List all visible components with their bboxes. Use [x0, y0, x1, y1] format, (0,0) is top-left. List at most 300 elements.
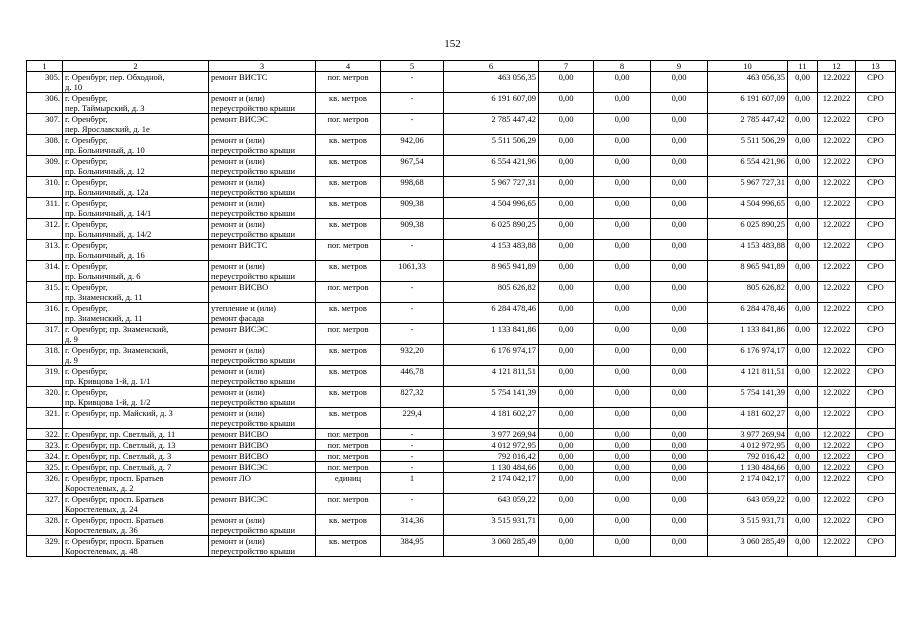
row-number-cell: 309. [27, 156, 63, 177]
quantity-cell: - [381, 440, 444, 451]
work-type-cell: ремонт ВИСТС [209, 72, 316, 93]
completion-date-cell: 12.2022 [818, 282, 856, 303]
fund-federal-cell: 0,00 [539, 72, 594, 93]
completion-date-cell: 12.2022 [818, 219, 856, 240]
cost-total-cell: 463 056,35 [444, 72, 539, 93]
table-row [27, 72, 896, 93]
fund-local-cell: 0,00 [651, 93, 708, 114]
table-row [27, 345, 896, 366]
unit-cell: кв. метров [316, 536, 381, 557]
funding-method-cell: СРО [856, 451, 896, 462]
fund-owners-cell: 5 754 141,39 [708, 387, 788, 408]
fund-owners-cell: 1 130 484,66 [708, 462, 788, 473]
funding-method-cell: СРО [856, 93, 896, 114]
completion-date-cell: 12.2022 [818, 135, 856, 156]
fund-owners-cell: 6 554 421,96 [708, 156, 788, 177]
fund-owners-cell: 8 965 941,89 [708, 261, 788, 282]
fund-local-cell: 0,00 [651, 282, 708, 303]
fund-other-cell: 0,00 [788, 156, 818, 177]
fund-local-cell: 0,00 [651, 473, 708, 494]
address-cell: г. Оренбург, пр. Больничный, д. 10 [63, 135, 209, 156]
fund-owners-cell: 4 153 483,88 [708, 240, 788, 261]
fund-local-cell: 0,00 [651, 114, 708, 135]
cost-total-cell: 6 284 478,46 [444, 303, 539, 324]
row-number-cell: 329. [27, 536, 63, 557]
work-type-cell: ремонт ВИСВО [209, 282, 316, 303]
completion-date-cell: 12.2022 [818, 156, 856, 177]
funding-method-cell: СРО [856, 494, 896, 515]
fund-owners-cell: 463 056,35 [708, 72, 788, 93]
fund-regional-cell: 0,00 [594, 536, 651, 557]
fund-owners-cell: 4 121 811,51 [708, 366, 788, 387]
cost-total-cell: 805 626,82 [444, 282, 539, 303]
fund-regional-cell: 0,00 [594, 93, 651, 114]
address-cell: г. Оренбург, пер. Ярославский, д. 1е [63, 114, 209, 135]
funding-method-cell: СРО [856, 462, 896, 473]
cost-total-cell: 6 025 890,25 [444, 219, 539, 240]
fund-local-cell: 0,00 [651, 177, 708, 198]
funding-method-cell: СРО [856, 345, 896, 366]
fund-other-cell: 0,00 [788, 451, 818, 462]
funding-method-cell: СРО [856, 261, 896, 282]
quantity-cell: - [381, 462, 444, 473]
table-row [27, 240, 896, 261]
address-cell: г. Оренбург, пер. Обходной, д. 10 [63, 72, 209, 93]
completion-date-cell: 12.2022 [818, 536, 856, 557]
table-row [27, 462, 896, 473]
fund-local-cell: 0,00 [651, 198, 708, 219]
completion-date-cell: 12.2022 [818, 366, 856, 387]
fund-owners-cell: 6 025 890,25 [708, 219, 788, 240]
fund-federal-cell: 0,00 [539, 440, 594, 451]
quantity-cell: - [381, 494, 444, 515]
quantity-cell: - [381, 451, 444, 462]
cost-total-cell: 1 133 841,86 [444, 324, 539, 345]
row-number-cell: 308. [27, 135, 63, 156]
page-number: 152 [444, 38, 461, 50]
work-type-cell: ремонт и (или) переустройство крыши [209, 366, 316, 387]
quantity-cell: - [381, 240, 444, 261]
fund-federal-cell: 0,00 [539, 536, 594, 557]
fund-regional-cell: 0,00 [594, 114, 651, 135]
fund-other-cell: 0,00 [788, 240, 818, 261]
funding-method-cell: СРО [856, 219, 896, 240]
address-cell: г. Оренбург, пр. Больничный, д. 16 [63, 240, 209, 261]
address-cell: г. Оренбург, пр. Знаменский, д. 9 [63, 324, 209, 345]
fund-federal-cell: 0,00 [539, 366, 594, 387]
fund-regional-cell: 0,00 [594, 429, 651, 440]
work-type-cell: ремонт ВИСВО [209, 451, 316, 462]
fund-other-cell: 0,00 [788, 114, 818, 135]
fund-owners-cell: 5 967 727,31 [708, 177, 788, 198]
address-cell: г. Оренбург, просп. Братьев Коростелевых, д. 24 [63, 494, 209, 515]
fund-owners-cell: 1 133 841,86 [708, 324, 788, 345]
fund-owners-cell: 6 284 478,46 [708, 303, 788, 324]
row-number-cell: 326. [27, 473, 63, 494]
fund-owners-cell: 805 626,82 [708, 282, 788, 303]
row-number-cell: 312. [27, 219, 63, 240]
work-type-cell: ремонт ВИСЭС [209, 324, 316, 345]
cost-total-cell: 4 504 996,65 [444, 198, 539, 219]
fund-owners-cell: 6 191 607,09 [708, 93, 788, 114]
quantity-cell: - [381, 72, 444, 93]
fund-other-cell: 0,00 [788, 345, 818, 366]
address-cell: г. Оренбург, пр. Кривцова 1-й, д. 1/1 [63, 366, 209, 387]
fund-regional-cell: 0,00 [594, 198, 651, 219]
fund-federal-cell: 0,00 [539, 387, 594, 408]
fund-regional-cell: 0,00 [594, 440, 651, 451]
fund-owners-cell: 4 181 602,27 [708, 408, 788, 429]
column-number: 13 [856, 61, 896, 72]
fund-regional-cell: 0,00 [594, 72, 651, 93]
quantity-cell: - [381, 429, 444, 440]
quantity-cell: - [381, 282, 444, 303]
fund-regional-cell: 0,00 [594, 451, 651, 462]
fund-federal-cell: 0,00 [539, 408, 594, 429]
fund-other-cell: 0,00 [788, 440, 818, 451]
fund-local-cell: 0,00 [651, 429, 708, 440]
work-type-cell: утепление и (или) ремонт фасада [209, 303, 316, 324]
fund-owners-cell: 3 060 285,49 [708, 536, 788, 557]
fund-other-cell: 0,00 [788, 515, 818, 536]
funding-method-cell: СРО [856, 536, 896, 557]
funding-method-cell: СРО [856, 515, 896, 536]
fund-local-cell: 0,00 [651, 240, 708, 261]
work-type-cell: ремонт и (или) переустройство крыши [209, 387, 316, 408]
fund-other-cell: 0,00 [788, 473, 818, 494]
fund-federal-cell: 0,00 [539, 324, 594, 345]
fund-regional-cell: 0,00 [594, 135, 651, 156]
fund-other-cell: 0,00 [788, 261, 818, 282]
completion-date-cell: 12.2022 [818, 440, 856, 451]
completion-date-cell: 12.2022 [818, 303, 856, 324]
cost-total-cell: 643 059,22 [444, 494, 539, 515]
fund-owners-cell: 643 059,22 [708, 494, 788, 515]
fund-federal-cell: 0,00 [539, 345, 594, 366]
unit-cell: кв. метров [316, 261, 381, 282]
fund-owners-cell: 3 515 931,71 [708, 515, 788, 536]
work-type-cell: ремонт ВИСВО [209, 440, 316, 451]
fund-local-cell: 0,00 [651, 366, 708, 387]
address-cell: г. Оренбург, пр. Светлый, д. 13 [63, 440, 209, 451]
unit-cell: пог. метров [316, 282, 381, 303]
table-row [27, 324, 896, 345]
fund-other-cell: 0,00 [788, 462, 818, 473]
cost-total-cell: 6 191 607,09 [444, 93, 539, 114]
fund-other-cell: 0,00 [788, 324, 818, 345]
fund-federal-cell: 0,00 [539, 462, 594, 473]
cost-total-cell: 8 965 941,89 [444, 261, 539, 282]
unit-cell: пог. метров [316, 72, 381, 93]
work-type-cell: ремонт и (или) переустройство крыши [209, 177, 316, 198]
fund-owners-cell: 3 977 269,94 [708, 429, 788, 440]
table-row [27, 114, 896, 135]
table-row [27, 219, 896, 240]
address-cell: г. Оренбург, пр. Светлый, д. 11 [63, 429, 209, 440]
fund-local-cell: 0,00 [651, 156, 708, 177]
funding-method-cell: СРО [856, 473, 896, 494]
cost-total-cell: 5 511 506,29 [444, 135, 539, 156]
unit-cell: кв. метров [316, 177, 381, 198]
row-number-cell: 305. [27, 72, 63, 93]
quantity-cell: - [381, 303, 444, 324]
address-cell: г. Оренбург, пр. Больничный, д. 14/1 [63, 198, 209, 219]
fund-other-cell: 0,00 [788, 387, 818, 408]
quantity-cell: 967,54 [381, 156, 444, 177]
fund-local-cell: 0,00 [651, 387, 708, 408]
fund-regional-cell: 0,00 [594, 408, 651, 429]
address-cell: г. Оренбург, пр. Больничный, д. 14/2 [63, 219, 209, 240]
unit-cell: пог. метров [316, 114, 381, 135]
work-type-cell: ремонт ВИСЭС [209, 114, 316, 135]
funding-method-cell: СРО [856, 198, 896, 219]
row-number-cell: 314. [27, 261, 63, 282]
row-number-cell: 323. [27, 440, 63, 451]
unit-cell: пог. метров [316, 494, 381, 515]
quantity-cell: 1 [381, 473, 444, 494]
fund-federal-cell: 0,00 [539, 429, 594, 440]
unit-cell: кв. метров [316, 366, 381, 387]
completion-date-cell: 12.2022 [818, 93, 856, 114]
fund-regional-cell: 0,00 [594, 473, 651, 494]
row-number-cell: 307. [27, 114, 63, 135]
table-row [27, 408, 896, 429]
completion-date-cell: 12.2022 [818, 324, 856, 345]
row-number-cell: 320. [27, 387, 63, 408]
fund-owners-cell: 5 511 506,29 [708, 135, 788, 156]
completion-date-cell: 12.2022 [818, 240, 856, 261]
fund-regional-cell: 0,00 [594, 366, 651, 387]
fund-regional-cell: 0,00 [594, 303, 651, 324]
unit-cell: кв. метров [316, 387, 381, 408]
funding-method-cell: СРО [856, 177, 896, 198]
fund-federal-cell: 0,00 [539, 494, 594, 515]
fund-federal-cell: 0,00 [539, 282, 594, 303]
completion-date-cell: 12.2022 [818, 387, 856, 408]
fund-local-cell: 0,00 [651, 72, 708, 93]
row-number-cell: 321. [27, 408, 63, 429]
unit-cell: пог. метров [316, 462, 381, 473]
funding-method-cell: СРО [856, 324, 896, 345]
fund-other-cell: 0,00 [788, 408, 818, 429]
fund-local-cell: 0,00 [651, 345, 708, 366]
table-row [27, 282, 896, 303]
column-number: 8 [594, 61, 651, 72]
unit-cell: кв. метров [316, 408, 381, 429]
fund-regional-cell: 0,00 [594, 240, 651, 261]
column-number: 9 [651, 61, 708, 72]
fund-regional-cell: 0,00 [594, 462, 651, 473]
cost-total-cell: 4 181 602,27 [444, 408, 539, 429]
unit-cell: кв. метров [316, 303, 381, 324]
funding-method-cell: СРО [856, 440, 896, 451]
completion-date-cell: 12.2022 [818, 114, 856, 135]
work-type-cell: ремонт и (или) переустройство крыши [209, 261, 316, 282]
fund-other-cell: 0,00 [788, 303, 818, 324]
fund-federal-cell: 0,00 [539, 219, 594, 240]
address-cell: г. Оренбург, пр. Кривцова 1-й, д. 1/2 [63, 387, 209, 408]
address-cell: г. Оренбург, пр. Знаменский, д. 11 [63, 303, 209, 324]
table-row [27, 177, 896, 198]
fund-federal-cell: 0,00 [539, 114, 594, 135]
row-number-cell: 317. [27, 324, 63, 345]
completion-date-cell: 12.2022 [818, 345, 856, 366]
quantity-cell: 229,4 [381, 408, 444, 429]
unit-cell: пог. метров [316, 440, 381, 451]
row-number-cell: 322. [27, 429, 63, 440]
table-row [27, 515, 896, 536]
unit-cell: кв. метров [316, 219, 381, 240]
funding-method-cell: СРО [856, 303, 896, 324]
work-type-cell: ремонт и (или) переустройство крыши [209, 408, 316, 429]
row-number-cell: 310. [27, 177, 63, 198]
row-number-cell: 316. [27, 303, 63, 324]
cost-total-cell: 6 176 974,17 [444, 345, 539, 366]
address-cell: г. Оренбург, просп. Братьев Коростелевых, д. 2 [63, 473, 209, 494]
fund-local-cell: 0,00 [651, 303, 708, 324]
completion-date-cell: 12.2022 [818, 429, 856, 440]
quantity-cell: 314,36 [381, 515, 444, 536]
fund-local-cell: 0,00 [651, 408, 708, 429]
funding-method-cell: СРО [856, 72, 896, 93]
completion-date-cell: 12.2022 [818, 198, 856, 219]
quantity-cell: - [381, 114, 444, 135]
fund-local-cell: 0,00 [651, 324, 708, 345]
work-type-cell: ремонт ВИСЭС [209, 494, 316, 515]
cost-total-cell: 4 121 811,51 [444, 366, 539, 387]
fund-local-cell: 0,00 [651, 261, 708, 282]
address-cell: г. Оренбург, просп. Братьев Коростелевых, д. 48 [63, 536, 209, 557]
work-type-cell: ремонт ВИСТС [209, 240, 316, 261]
cost-total-cell: 6 554 421,96 [444, 156, 539, 177]
row-number-cell: 311. [27, 198, 63, 219]
completion-date-cell: 12.2022 [818, 494, 856, 515]
fund-regional-cell: 0,00 [594, 387, 651, 408]
unit-cell: кв. метров [316, 515, 381, 536]
address-cell: г. Оренбург, пр. Больничный, д. 6 [63, 261, 209, 282]
row-number-cell: 319. [27, 366, 63, 387]
work-type-cell: ремонт ВИСВО [209, 429, 316, 440]
address-cell: г. Оренбург, пер. Таймырский, д. 3 [63, 93, 209, 114]
completion-date-cell: 12.2022 [818, 177, 856, 198]
fund-federal-cell: 0,00 [539, 177, 594, 198]
fund-local-cell: 0,00 [651, 135, 708, 156]
fund-owners-cell: 2 174 042,17 [708, 473, 788, 494]
column-number: 2 [63, 61, 209, 72]
table-row [27, 494, 896, 515]
fund-other-cell: 0,00 [788, 72, 818, 93]
fund-federal-cell: 0,00 [539, 240, 594, 261]
column-number: 5 [381, 61, 444, 72]
fund-other-cell: 0,00 [788, 429, 818, 440]
fund-local-cell: 0,00 [651, 440, 708, 451]
table-row [27, 536, 896, 557]
column-number: 10 [708, 61, 788, 72]
cost-total-cell: 3 060 285,49 [444, 536, 539, 557]
fund-regional-cell: 0,00 [594, 324, 651, 345]
fund-owners-cell: 6 176 974,17 [708, 345, 788, 366]
row-number-cell: 325. [27, 462, 63, 473]
funding-method-cell: СРО [856, 156, 896, 177]
address-cell: г. Оренбург, просп. Братьев Коростелевых, д. 36 [63, 515, 209, 536]
funding-method-cell: СРО [856, 387, 896, 408]
quantity-cell: 827,32 [381, 387, 444, 408]
row-number-cell: 324. [27, 451, 63, 462]
cost-total-cell: 2 174 042,17 [444, 473, 539, 494]
row-number-cell: 306. [27, 93, 63, 114]
fund-regional-cell: 0,00 [594, 156, 651, 177]
fund-regional-cell: 0,00 [594, 282, 651, 303]
funding-method-cell: СРО [856, 282, 896, 303]
table-row [27, 156, 896, 177]
column-number: 12 [818, 61, 856, 72]
address-cell: г. Оренбург, пр. Светлый, д. 7 [63, 462, 209, 473]
fund-other-cell: 0,00 [788, 177, 818, 198]
address-cell: г. Оренбург, пр. Майский, д. 3 [63, 408, 209, 429]
completion-date-cell: 12.2022 [818, 451, 856, 462]
table-row [27, 387, 896, 408]
completion-date-cell: 12.2022 [818, 462, 856, 473]
fund-other-cell: 0,00 [788, 536, 818, 557]
fund-owners-cell: 2 785 447,42 [708, 114, 788, 135]
table-row [27, 261, 896, 282]
completion-date-cell: 12.2022 [818, 408, 856, 429]
quantity-cell: - [381, 93, 444, 114]
column-number-row [27, 61, 896, 72]
unit-cell: пог. метров [316, 451, 381, 462]
work-type-cell: ремонт ВИСЭС [209, 462, 316, 473]
work-type-cell: ремонт и (или) переустройство крыши [209, 156, 316, 177]
fund-local-cell: 0,00 [651, 462, 708, 473]
table-row [27, 451, 896, 462]
fund-federal-cell: 0,00 [539, 93, 594, 114]
fund-local-cell: 0,00 [651, 515, 708, 536]
unit-cell: единиц [316, 473, 381, 494]
row-number-cell: 318. [27, 345, 63, 366]
fund-other-cell: 0,00 [788, 219, 818, 240]
funding-method-cell: СРО [856, 408, 896, 429]
work-type-cell: ремонт и (или) переустройство крыши [209, 345, 316, 366]
row-number-cell: 313. [27, 240, 63, 261]
column-number: 1 [27, 61, 63, 72]
unit-cell: кв. метров [316, 93, 381, 114]
fund-regional-cell: 0,00 [594, 219, 651, 240]
cost-total-cell: 1 130 484,66 [444, 462, 539, 473]
work-type-cell: ремонт и (или) переустройство крыши [209, 93, 316, 114]
funding-method-cell: СРО [856, 366, 896, 387]
unit-cell: кв. метров [316, 135, 381, 156]
work-type-cell: ремонт ЛО [209, 473, 316, 494]
table-row [27, 93, 896, 114]
unit-cell: кв. метров [316, 345, 381, 366]
fund-regional-cell: 0,00 [594, 345, 651, 366]
fund-regional-cell: 0,00 [594, 494, 651, 515]
fund-federal-cell: 0,00 [539, 451, 594, 462]
funding-method-cell: СРО [856, 114, 896, 135]
fund-local-cell: 0,00 [651, 219, 708, 240]
table-row [27, 303, 896, 324]
completion-date-cell: 12.2022 [818, 515, 856, 536]
column-number: 3 [209, 61, 316, 72]
fund-other-cell: 0,00 [788, 282, 818, 303]
cost-total-cell: 4 012 972,95 [444, 440, 539, 451]
row-number-cell: 315. [27, 282, 63, 303]
column-number: 6 [444, 61, 539, 72]
completion-date-cell: 12.2022 [818, 261, 856, 282]
fund-owners-cell: 792 016,42 [708, 451, 788, 462]
fund-regional-cell: 0,00 [594, 261, 651, 282]
table-row [27, 429, 896, 440]
